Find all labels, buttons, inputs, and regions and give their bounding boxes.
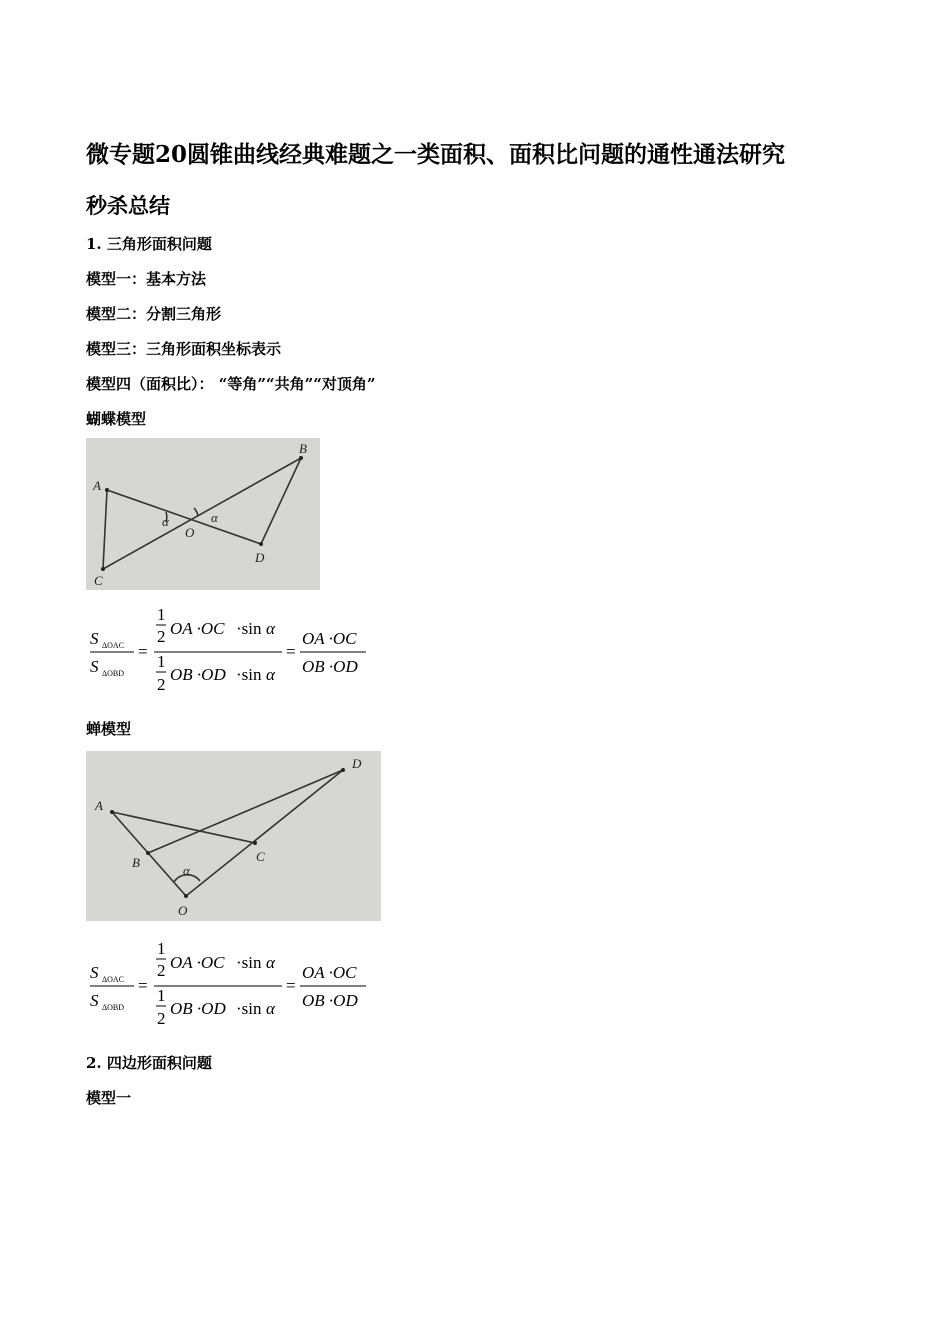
svg-text:2: 2 (157, 1009, 166, 1028)
label-alpha: α (183, 863, 190, 878)
model-three: 模型三：三角形面积坐标表示 (86, 340, 282, 358)
svg-text:α: α (266, 665, 275, 684)
svg-text:=: = (286, 976, 296, 995)
svg-text:S: S (90, 963, 99, 982)
section-heading: 秒杀总结 (86, 193, 170, 218)
svg-text:OB ·OD: OB ·OD (302, 657, 358, 676)
svg-text:OB ·OD: OB ·OD (170, 665, 226, 684)
model-four: 模型四（面积比）： “等角”“共角”“对顶角” (86, 375, 376, 393)
butterfly-figure (86, 438, 320, 590)
svg-text:1: 1 (157, 605, 166, 624)
svg-text:S: S (90, 629, 99, 648)
svg-text:2: 2 (157, 961, 166, 980)
label-d: D (255, 550, 265, 565)
svg-text:1: 1 (157, 939, 166, 958)
svg-text:·sin: ·sin (236, 665, 262, 684)
label-b: B (132, 855, 140, 870)
svg-text:·sin: ·sin (236, 619, 262, 638)
quad-model-one: 模型一 (86, 1089, 132, 1107)
svg-text:OB ·OD: OB ·OD (302, 991, 358, 1010)
svg-text:·sin: ·sin (236, 999, 262, 1018)
heading-quadrilateral-area: 2. 四边形面积问题 (86, 1054, 212, 1072)
svg-text:2: 2 (157, 675, 166, 694)
svg-text:OA ·OC: OA ·OC (302, 629, 357, 648)
svg-text:=: = (138, 976, 148, 995)
label-c: C (94, 573, 103, 588)
svg-text:OB ·OD: OB ·OD (170, 999, 226, 1018)
label-a: A (93, 478, 101, 493)
svg-text:α: α (266, 619, 275, 638)
svg-text:S: S (90, 657, 99, 676)
label-o: O (178, 903, 188, 918)
heading-triangle-area: 1. 三角形面积问题 (86, 235, 212, 253)
label-b: B (299, 441, 307, 456)
svg-text:ΔOBD: ΔOBD (102, 669, 125, 678)
area-ratio-formula-2 (86, 938, 376, 1034)
label-d: D (352, 756, 362, 771)
svg-text:1: 1 (157, 986, 166, 1005)
page-title: 微专题20圆锥曲线经典难题之一类面积、面积比问题的通性通法研究 (86, 141, 786, 168)
svg-text:OA ·OC: OA ·OC (170, 619, 225, 638)
svg-text:ΔOAC: ΔOAC (102, 975, 125, 984)
cicada-model-label: 蝉模型 (86, 720, 132, 738)
label-c: C (256, 849, 265, 864)
area-ratio-formula-1 (86, 604, 376, 700)
label-alpha-right: α (211, 510, 218, 525)
svg-text:·sin: ·sin (236, 953, 262, 972)
label-a: A (95, 798, 103, 813)
svg-text:ΔOBD: ΔOBD (102, 1003, 125, 1012)
svg-text:ΔOAC: ΔOAC (102, 641, 125, 650)
svg-text:=: = (286, 642, 296, 661)
label-alpha-left: α (162, 514, 169, 529)
svg-text:OA ·OC: OA ·OC (302, 963, 357, 982)
svg-text:α: α (266, 999, 275, 1018)
model-one: 模型一：基本方法 (86, 270, 207, 288)
cicada-figure (86, 751, 381, 921)
svg-text:OA ·OC: OA ·OC (170, 953, 225, 972)
svg-text:1: 1 (157, 652, 166, 671)
svg-text:2: 2 (157, 627, 166, 646)
svg-text:α: α (266, 953, 275, 972)
svg-text:=: = (138, 642, 148, 661)
label-o: O (185, 525, 195, 540)
model-two: 模型二：分割三角形 (86, 305, 222, 323)
butterfly-model-label: 蝴蝶模型 (86, 410, 147, 428)
svg-text:S: S (90, 991, 99, 1010)
